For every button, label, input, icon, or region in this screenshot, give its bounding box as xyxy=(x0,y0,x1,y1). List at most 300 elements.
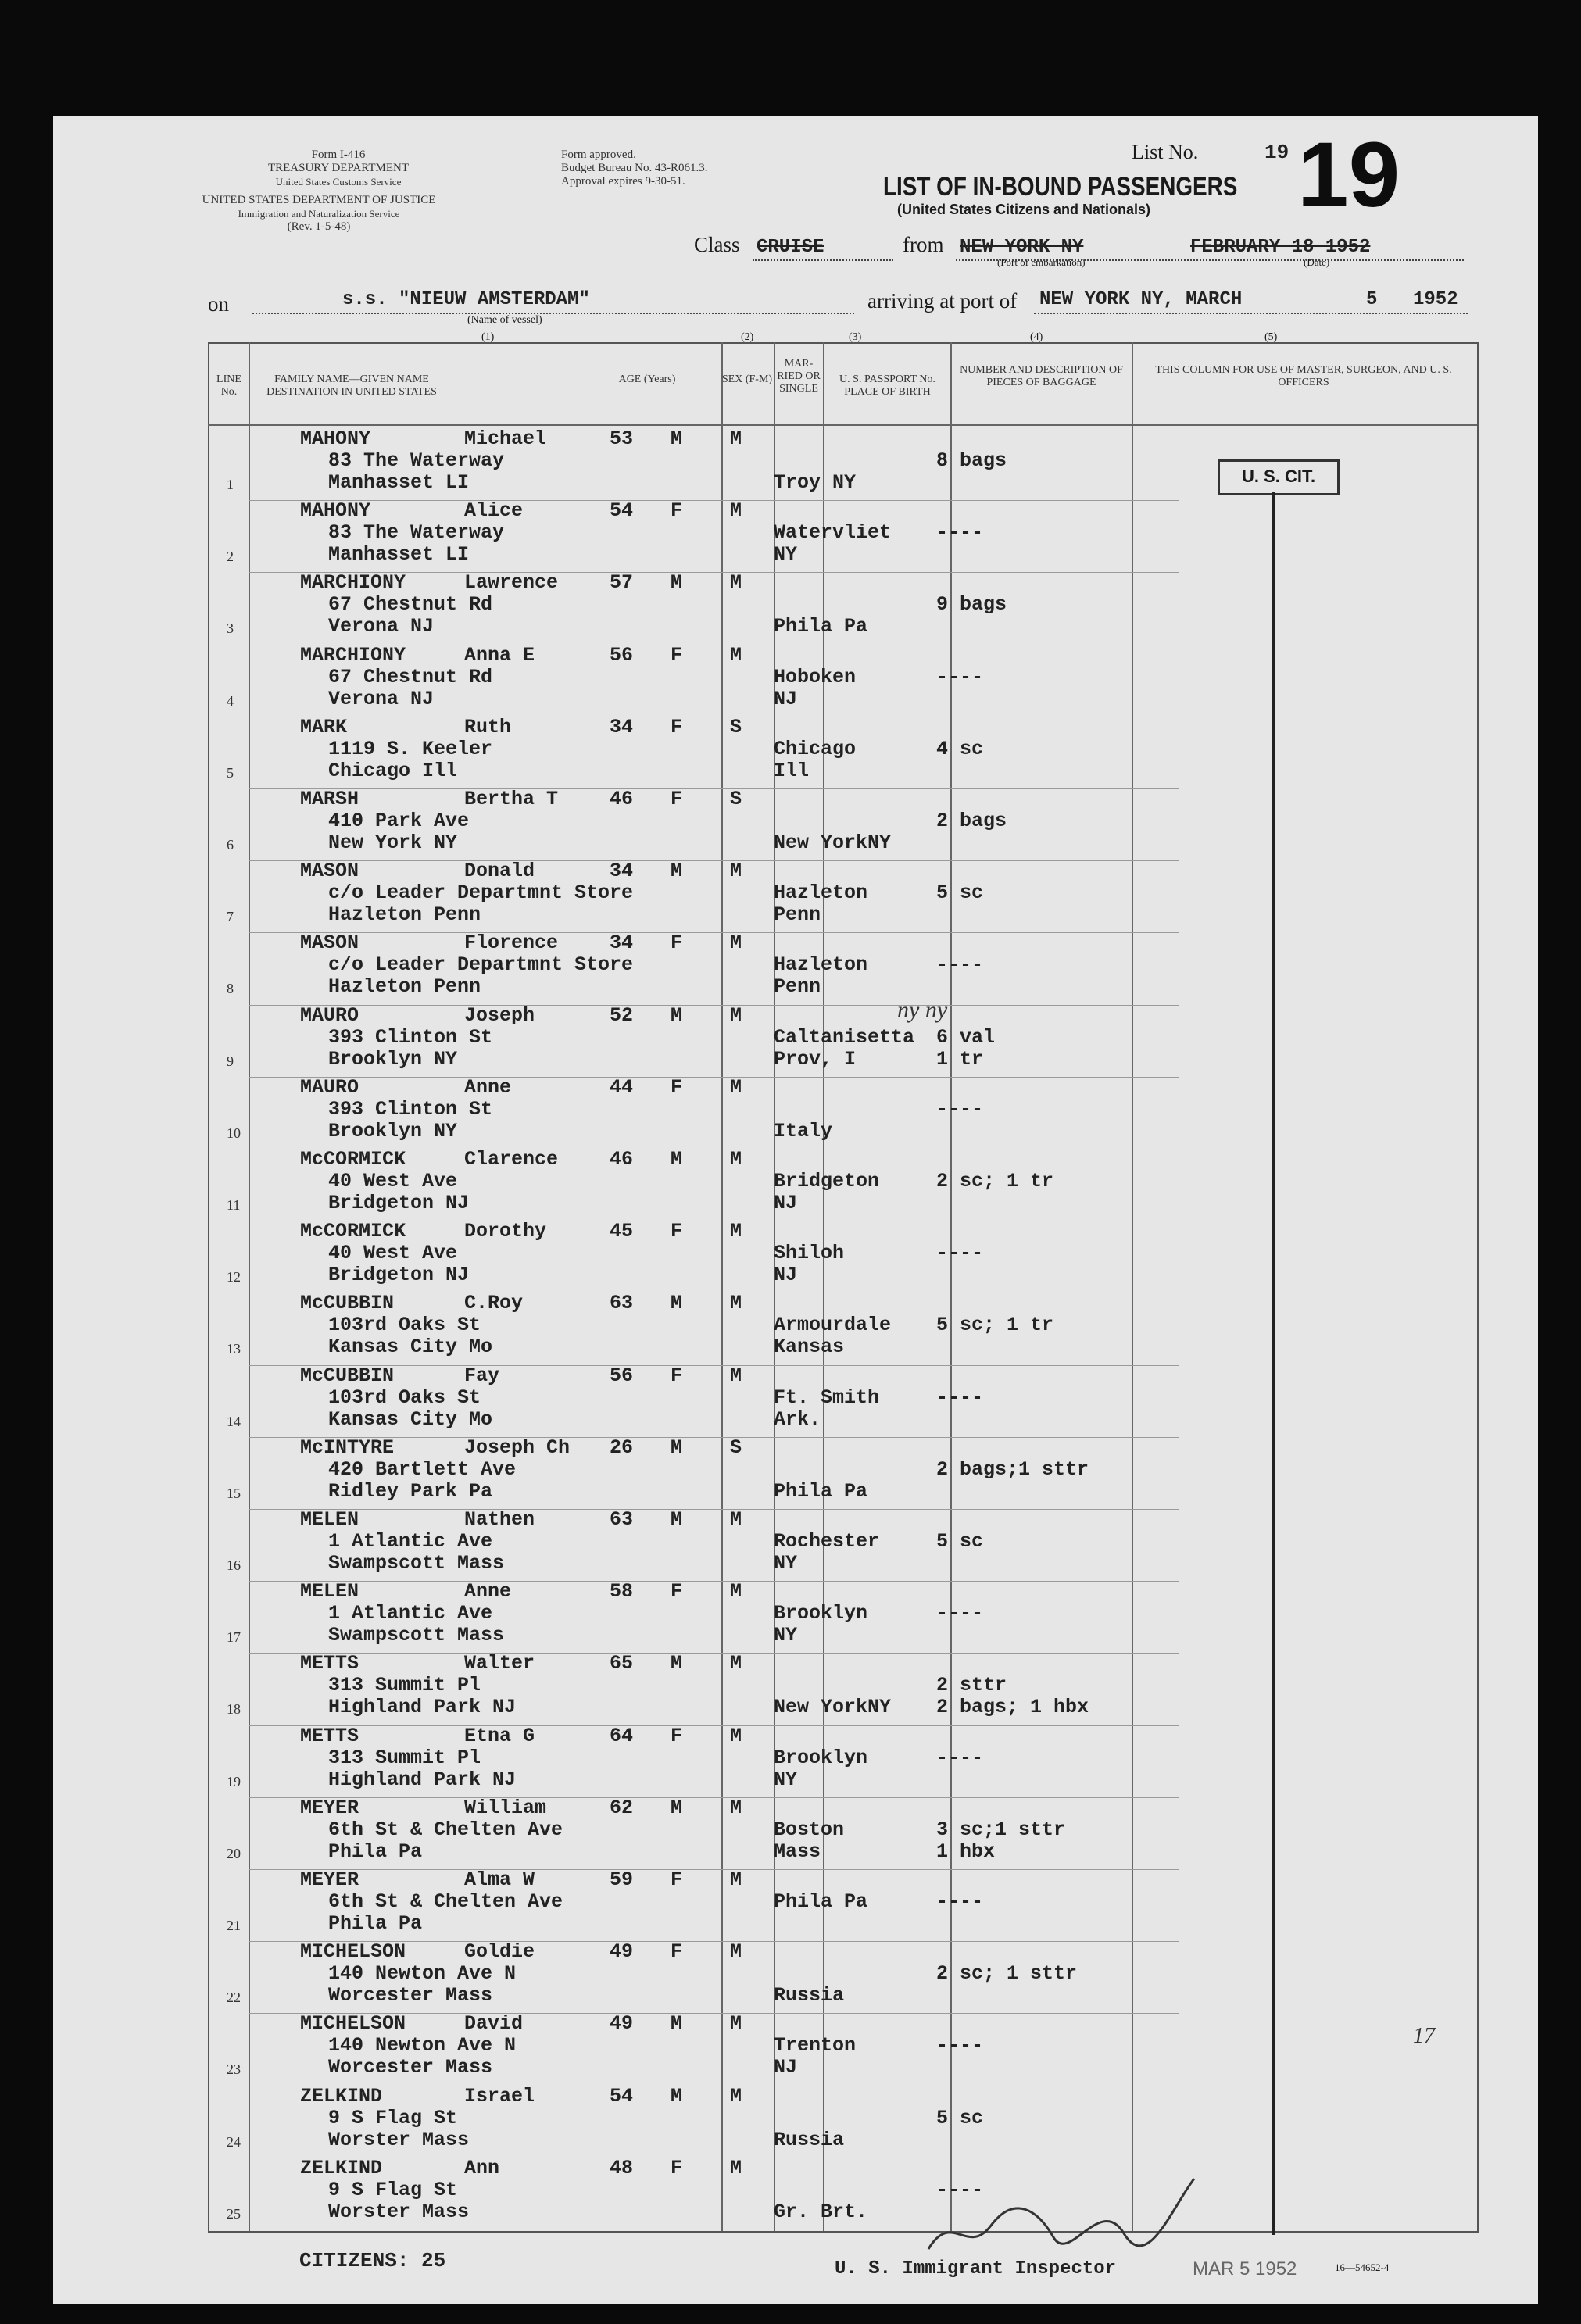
row-age: 49 xyxy=(610,1940,634,1964)
row-age: 48 xyxy=(610,2156,634,2179)
row-marital: M xyxy=(730,1220,742,1243)
row-surname: ZELKIND xyxy=(300,2084,383,2108)
row-baggage-1: ---- xyxy=(936,521,984,545)
row-address-1: 140 Newton Ave N xyxy=(328,2034,517,2058)
row-birthplace-2: NJ xyxy=(774,2056,798,2079)
row-marital: S xyxy=(730,788,742,810)
row-birthplace-1: Chicago xyxy=(774,737,857,760)
table-row xyxy=(53,1437,1538,1510)
col-num-3: (3) xyxy=(849,331,862,343)
row-address-2: Bridgeton NJ xyxy=(328,1192,470,1214)
row-address-2: Swampscott Mass xyxy=(328,1624,505,1647)
handwritten-note: ny ny xyxy=(897,997,948,1023)
from-label: from xyxy=(903,233,944,256)
row-age: 26 xyxy=(610,1436,634,1459)
row-baggage-1: 4 sc xyxy=(936,737,984,760)
row-birthplace-1: Brooklyn xyxy=(774,1602,868,1625)
vessel-name: s.s. "NIEUW AMSTERDAM" xyxy=(342,289,590,310)
row-birthplace-1: Caltanisetta xyxy=(774,1025,915,1049)
row-surname: MAURO xyxy=(300,1003,359,1027)
row-baggage-1: 3 sc;1 sttr xyxy=(936,1818,1066,1841)
row-sex: M xyxy=(671,571,683,595)
table-row xyxy=(53,1005,1538,1078)
row-age: 53 xyxy=(610,427,634,450)
from-date: FEBRUARY 18 1952 xyxy=(1190,237,1371,258)
table-row xyxy=(53,2158,1538,2230)
row-address-1: 67 Chestnut Rd xyxy=(328,593,493,617)
justice-block xyxy=(202,194,436,234)
row-age: 44 xyxy=(610,1075,634,1099)
row-address-2: Verona NJ xyxy=(328,687,435,710)
row-address-1: 313 Summit Pl xyxy=(328,1674,481,1697)
row-baggage-1: 2 sc; 1 sttr xyxy=(936,1962,1078,1986)
row-baggage-1: ---- xyxy=(936,665,984,688)
row-marital: M xyxy=(730,1652,742,1675)
table-row xyxy=(53,2013,1538,2086)
col-header-line: LINE No. xyxy=(216,374,241,398)
row-address-1: 9 S Flag St xyxy=(328,2178,458,2201)
col-header-baggage: NUMBER AND DESCRIPTION OF PIECES OF BAGGAGE xyxy=(960,364,1123,388)
row-baggage-1: ---- xyxy=(936,1242,984,1265)
citizens-count: CITIZENS: 25 xyxy=(299,2249,446,2272)
row-surname: MAHONY xyxy=(300,499,371,523)
row-baggage-1: 5 sc xyxy=(936,1530,984,1553)
customs-service: United States Customs Service xyxy=(275,176,402,188)
row-birthplace-2: New YorkNY xyxy=(774,1696,892,1719)
row-sex: M xyxy=(671,1796,683,1819)
manifest-page xyxy=(53,116,1538,2304)
row-surname: MARK xyxy=(300,715,348,738)
row-given-name: Clarence xyxy=(464,1148,559,1171)
row-birthplace-2: Mass xyxy=(774,1840,821,1863)
row-divider xyxy=(249,1941,1179,1942)
row-address-1: c/o Leader Departmnt Store xyxy=(328,953,634,977)
row-marital: M xyxy=(730,1796,742,1819)
row-birthplace-2: Penn xyxy=(774,903,821,927)
row-surname: MELEN xyxy=(300,1508,359,1531)
row-address-1: 6th St & Chelten Ave xyxy=(328,1818,563,1841)
row-birthplace-2: NJ xyxy=(774,1264,798,1287)
row-line-number: 24 xyxy=(227,2133,241,2150)
row-baggage-1: ---- xyxy=(936,1602,984,1625)
row-given-name: Joseph xyxy=(464,1003,535,1027)
row-address-1: 393 Clinton St xyxy=(328,1097,493,1121)
row-surname: McCUBBIN xyxy=(300,1292,395,1315)
row-given-name: Joseph Ch xyxy=(464,1436,571,1459)
row-address-1: 1 Atlantic Ave xyxy=(328,1602,493,1625)
row-address-2: Highland Park NJ xyxy=(328,1768,517,1791)
row-age: 57 xyxy=(610,571,634,595)
row-divider xyxy=(249,1653,1179,1654)
row-divider xyxy=(249,788,1179,789)
arrival-date-stamp: MAR 5 1952 xyxy=(1193,2258,1297,2279)
row-given-name: Anne xyxy=(464,1580,512,1604)
row-line-number: 18 xyxy=(227,1701,241,1718)
row-marital: M xyxy=(730,931,742,955)
row-marital: M xyxy=(730,1868,742,1891)
row-sex: M xyxy=(671,1148,683,1171)
row-age: 34 xyxy=(610,715,634,738)
row-address-2: Worster Mass xyxy=(328,2200,470,2223)
row-marital: M xyxy=(730,1075,742,1099)
row-given-name: Goldie xyxy=(464,1940,535,1964)
row-birthplace-2: Ark. xyxy=(774,1407,821,1431)
row-marital: M xyxy=(730,1292,742,1315)
row-address-1: 410 Park Ave xyxy=(328,810,470,832)
row-divider xyxy=(249,1077,1179,1078)
row-given-name: Dorothy xyxy=(464,1220,547,1243)
row-line-number: 3 xyxy=(227,620,234,637)
table-row xyxy=(53,1365,1538,1438)
vessel-underline xyxy=(252,313,854,314)
row-sex: F xyxy=(671,1580,683,1604)
row-sex: F xyxy=(671,1940,683,1964)
row-divider xyxy=(249,2013,1179,2014)
row-address-2: Brooklyn NY xyxy=(328,1119,458,1142)
table-row xyxy=(53,788,1538,861)
table-row xyxy=(53,1653,1538,1725)
row-address-2: Worcester Mass xyxy=(328,1984,493,2008)
row-line-number: 19 xyxy=(227,1773,241,1789)
table-row xyxy=(53,645,1538,717)
row-given-name: Etna G xyxy=(464,1724,535,1747)
table-row xyxy=(53,932,1538,1005)
row-sex: M xyxy=(671,860,683,883)
row-marital: M xyxy=(730,1940,742,1964)
row-birthplace-2: Italy xyxy=(774,1119,833,1142)
row-given-name: Anne xyxy=(464,1075,512,1099)
row-sex: M xyxy=(671,1508,683,1531)
header-divider xyxy=(208,424,1477,426)
col-header-officers: THIS COLUMN FOR USE OF MASTER, SURGEON, AND U. S. OFFICERS xyxy=(1155,364,1452,388)
row-birthplace-2: Ill xyxy=(774,759,810,782)
row-given-name: Michael xyxy=(464,427,547,450)
row-birthplace-2: NY xyxy=(774,1624,798,1647)
col-header-married: MAR-RIED OR SINGLE xyxy=(777,358,821,395)
row-divider xyxy=(249,1797,1179,1798)
row-baggage-1: 9 bags xyxy=(936,593,1007,617)
row-line-number: 23 xyxy=(227,2061,241,2078)
row-line-number: 21 xyxy=(227,1918,241,1933)
row-sex: M xyxy=(671,1436,683,1459)
row-birthplace-1: Phila Pa xyxy=(774,1890,868,1913)
row-address-2: Hazleton Penn xyxy=(328,903,481,927)
arrival-underline xyxy=(1034,313,1468,314)
row-line-number: 8 xyxy=(227,981,234,997)
row-surname: MAHONY xyxy=(300,427,371,450)
row-surname: MEYER xyxy=(300,1796,359,1819)
row-baggage-1: ---- xyxy=(936,2034,984,2058)
row-sex: M xyxy=(671,1652,683,1675)
row-divider xyxy=(249,932,1179,933)
row-age: 54 xyxy=(610,499,634,523)
row-birthplace-1: Rochester xyxy=(774,1530,880,1553)
row-birthplace-2: Prov, I xyxy=(774,1047,857,1071)
row-divider xyxy=(249,1365,1179,1366)
row-line-number: 4 xyxy=(227,692,234,709)
row-surname: McINTYRE xyxy=(300,1436,395,1459)
row-given-name: Alma W xyxy=(464,1868,535,1891)
row-address-2: Bridgeton NJ xyxy=(328,1264,470,1287)
row-birthplace-2: NJ xyxy=(774,1192,798,1214)
row-age: 56 xyxy=(610,1364,634,1387)
row-address-1: 393 Clinton St xyxy=(328,1025,493,1049)
row-surname: MASON xyxy=(300,860,359,883)
row-given-name: Fay xyxy=(464,1364,500,1387)
row-birthplace-2: NY xyxy=(774,1768,798,1791)
treasury-dept: TREASURY DEPARTMENT xyxy=(267,162,410,174)
table-row xyxy=(53,428,1538,501)
row-address-1: 103rd Oaks St xyxy=(328,1385,481,1409)
row-age: 49 xyxy=(610,2012,634,2036)
row-birthplace-2: NY xyxy=(774,1552,798,1575)
row-address-1: 103rd Oaks St xyxy=(328,1314,481,1337)
row-line-number: 22 xyxy=(227,1990,241,2006)
table-row xyxy=(53,1941,1538,2014)
row-divider xyxy=(249,860,1179,861)
row-address-1: 40 West Ave xyxy=(328,1170,458,1192)
row-address-1: 40 West Ave xyxy=(328,1242,458,1265)
row-marital: M xyxy=(730,427,742,450)
row-address-2: Brooklyn NY xyxy=(328,1047,458,1071)
table-row xyxy=(53,1149,1538,1221)
table-row xyxy=(53,2086,1538,2158)
row-surname: McCORMICK xyxy=(300,1220,406,1243)
row-surname: MEYER xyxy=(300,1868,359,1891)
col-num-4: (4) xyxy=(1030,331,1043,343)
row-baggage-1: 5 sc; 1 tr xyxy=(936,1314,1054,1337)
col-header-age: AGE (Years) xyxy=(618,374,676,385)
class-value: CRUISE xyxy=(757,237,824,258)
row-sex: F xyxy=(671,1075,683,1099)
row-surname: ZELKIND xyxy=(300,2156,383,2179)
row-divider xyxy=(249,1869,1179,1870)
ins-service: Immigration and Naturalization Service xyxy=(238,208,400,220)
row-line-number: 13 xyxy=(227,1341,241,1357)
row-address-2: Worster Mass xyxy=(328,2128,470,2151)
row-divider xyxy=(249,1725,1179,1726)
row-birthplace-1: Ft. Smith xyxy=(774,1385,880,1409)
row-birthplace-2: Phila Pa xyxy=(774,615,868,638)
row-address-1: c/o Leader Departmnt Store xyxy=(328,881,634,905)
list-no-label: List No. xyxy=(1132,141,1199,163)
row-baggage-1: 2 sttr xyxy=(936,1674,1007,1697)
row-age: 58 xyxy=(610,1580,634,1604)
row-divider xyxy=(249,1437,1179,1438)
row-surname: MARCHIONY xyxy=(300,643,406,667)
row-marital: S xyxy=(730,1436,742,1459)
row-line-number: 1 xyxy=(227,477,234,492)
row-line-number: 11 xyxy=(227,1197,241,1213)
row-surname: MICHELSON xyxy=(300,1940,406,1964)
row-age: 54 xyxy=(610,2084,634,2108)
page-subtitle: (United States Citizens and Nationals) xyxy=(897,202,1151,217)
row-sex: M xyxy=(671,2084,683,2108)
row-surname: MARCHIONY xyxy=(300,571,406,595)
row-marital: M xyxy=(730,860,742,883)
row-age: 45 xyxy=(610,1220,634,1243)
row-line-number: 25 xyxy=(227,2205,241,2222)
row-line-number: 5 xyxy=(227,764,234,781)
row-age: 63 xyxy=(610,1508,634,1531)
table-row xyxy=(53,1293,1538,1365)
row-surname: METTS xyxy=(300,1724,359,1747)
from-value: NEW YORK NY xyxy=(960,237,1084,258)
row-given-name: William xyxy=(464,1796,547,1819)
row-given-name: Florence xyxy=(464,931,559,955)
row-marital: M xyxy=(730,1724,742,1747)
row-baggage-1: ---- xyxy=(936,1385,984,1409)
form-number: Form I-416 xyxy=(311,148,366,161)
arrival-port: NEW YORK NY, MARCH xyxy=(1039,289,1243,310)
row-marital: M xyxy=(730,2084,742,2108)
row-surname: MELEN xyxy=(300,1580,359,1604)
row-given-name: Nathen xyxy=(464,1508,535,1531)
row-age: 59 xyxy=(610,1868,634,1891)
row-birthplace-2: Penn xyxy=(774,975,821,999)
row-address-2: Manhasset LI xyxy=(328,543,470,567)
row-address-2: Verona NJ xyxy=(328,615,435,638)
row-age: 62 xyxy=(610,1796,634,1819)
col-num-1: (1) xyxy=(481,331,495,343)
row-birthplace-1: Bridgeton xyxy=(774,1170,880,1192)
row-address-2: Worcester Mass xyxy=(328,2056,493,2079)
row-surname: MARSH xyxy=(300,788,359,810)
row-given-name: Ruth xyxy=(464,715,512,738)
row-address-2: Swampscott Mass xyxy=(328,1552,505,1575)
row-marital: M xyxy=(730,571,742,595)
row-birthplace-2: Troy NY xyxy=(774,471,857,494)
row-birthplace-2: NJ xyxy=(774,687,798,710)
row-address-1: 420 Bartlett Ave xyxy=(328,1457,517,1481)
row-sex: F xyxy=(671,499,683,523)
col-header-sex: SEX (F-M) xyxy=(721,374,773,385)
row-sex: M xyxy=(671,2012,683,2036)
row-address-2: Phila Pa xyxy=(328,1912,423,1935)
row-baggage-1: ---- xyxy=(936,2178,984,2201)
form-approved: Form approved. xyxy=(561,148,636,161)
form-id-block xyxy=(163,148,514,188)
row-baggage-2: 1 tr xyxy=(936,1047,984,1071)
row-address-2: Hazleton Penn xyxy=(328,975,481,999)
row-baggage-1: 5 sc xyxy=(936,881,984,905)
row-surname: McCUBBIN xyxy=(300,1364,395,1387)
row-baggage-1: 2 sc; 1 tr xyxy=(936,1170,1054,1192)
row-age: 34 xyxy=(610,931,634,955)
row-sex: F xyxy=(671,931,683,955)
list-no-typed: 19 xyxy=(1264,141,1289,164)
page-title: LIST OF IN-BOUND PASSENGERS xyxy=(883,172,1238,202)
row-line-number: 10 xyxy=(227,1124,241,1141)
row-surname: MASON xyxy=(300,931,359,955)
row-marital: M xyxy=(730,499,742,523)
row-line-number: 17 xyxy=(227,1629,241,1646)
row-birthplace-2: Gr. Brt. xyxy=(774,2200,868,2223)
row-age: 34 xyxy=(610,860,634,883)
row-birthplace-1: Hazleton xyxy=(774,881,868,905)
row-divider xyxy=(249,500,1179,501)
approval-expires: Approval expires 9-30-51. xyxy=(561,175,685,188)
arriving-label: arriving at port of xyxy=(867,289,1018,313)
table-row xyxy=(53,572,1538,645)
row-age: 46 xyxy=(610,788,634,810)
row-marital: M xyxy=(730,1508,742,1531)
row-marital: M xyxy=(730,1580,742,1604)
row-baggage-2: 1 hbx xyxy=(936,1840,996,1863)
row-surname: MAURO xyxy=(300,1075,359,1099)
row-baggage-1: 2 bags;1 sttr xyxy=(936,1457,1089,1481)
row-address-2: Kansas City Mo xyxy=(328,1335,493,1359)
row-surname: METTS xyxy=(300,1652,359,1675)
col-num-2: (2) xyxy=(741,331,754,343)
row-address-2: Phila Pa xyxy=(328,1840,423,1863)
approval-block xyxy=(561,148,707,188)
table-row xyxy=(53,1221,1538,1293)
row-marital: M xyxy=(730,643,742,667)
col-num-5: (5) xyxy=(1264,331,1278,343)
us-cit-stamp: U. S. CIT. xyxy=(1218,459,1340,495)
vessel-caption: (Name of vessel) xyxy=(467,314,542,326)
row-line-number: 20 xyxy=(227,1845,241,1861)
row-divider xyxy=(249,1581,1179,1582)
row-sex: F xyxy=(671,1220,683,1243)
margin-note: 17 xyxy=(1413,2024,1435,2048)
table-row xyxy=(53,1581,1538,1654)
row-given-name: Donald xyxy=(464,860,535,883)
list-no-big: 19 xyxy=(1297,123,1400,227)
row-marital: M xyxy=(730,2156,742,2179)
row-marital: S xyxy=(730,715,742,738)
row-baggage-1: ---- xyxy=(936,953,984,977)
form-code: 16—54652-4 xyxy=(1335,2261,1390,2273)
row-age: 56 xyxy=(610,643,634,667)
row-birthplace-1: Brooklyn xyxy=(774,1746,868,1769)
row-birthplace-2: Phila Pa xyxy=(774,1479,868,1503)
arrival-year: 1952 xyxy=(1413,289,1458,310)
row-address-1: 9 S Flag St xyxy=(328,2106,458,2129)
row-sex: F xyxy=(671,643,683,667)
row-address-2: Manhasset LI xyxy=(328,471,470,494)
row-birthplace-2: Kansas xyxy=(774,1335,845,1359)
row-sex: F xyxy=(671,1724,683,1747)
col-header-name: FAMILY NAME—GIVEN NAME DESTINATION IN UNITED STATES xyxy=(266,374,437,398)
row-baggage-1: 6 val xyxy=(936,1025,996,1049)
row-address-1: 140 Newton Ave N xyxy=(328,1962,517,1986)
date-caption: (Date) xyxy=(1304,256,1330,268)
row-line-number: 16 xyxy=(227,1557,241,1573)
arrival-day: 5 xyxy=(1366,289,1378,310)
row-line-number: 9 xyxy=(227,1053,234,1069)
row-birthplace-1: Armourdale xyxy=(774,1314,892,1337)
row-sex: F xyxy=(671,715,683,738)
row-divider xyxy=(249,1509,1179,1510)
row-address-1: 6th St & Chelten Ave xyxy=(328,1890,563,1913)
class-label: Class xyxy=(694,233,740,256)
row-address-2: Ridley Park Pa xyxy=(328,1479,493,1503)
row-line-number: 12 xyxy=(227,1269,241,1285)
budget-bureau: Budget Bureau No. 43-R061.3. xyxy=(561,162,708,174)
row-surname: MICHELSON xyxy=(300,2012,406,2036)
row-sex: F xyxy=(671,2156,683,2179)
table-row xyxy=(53,1797,1538,1870)
row-line-number: 15 xyxy=(227,1485,241,1501)
from-underline xyxy=(956,259,1464,261)
row-baggage-1: 8 bags xyxy=(936,449,1007,472)
justice-dept: UNITED STATES DEPARTMENT OF JUSTICE xyxy=(202,194,436,206)
row-sex: M xyxy=(671,1292,683,1315)
row-marital: M xyxy=(730,1003,742,1027)
row-age: 52 xyxy=(610,1003,634,1027)
